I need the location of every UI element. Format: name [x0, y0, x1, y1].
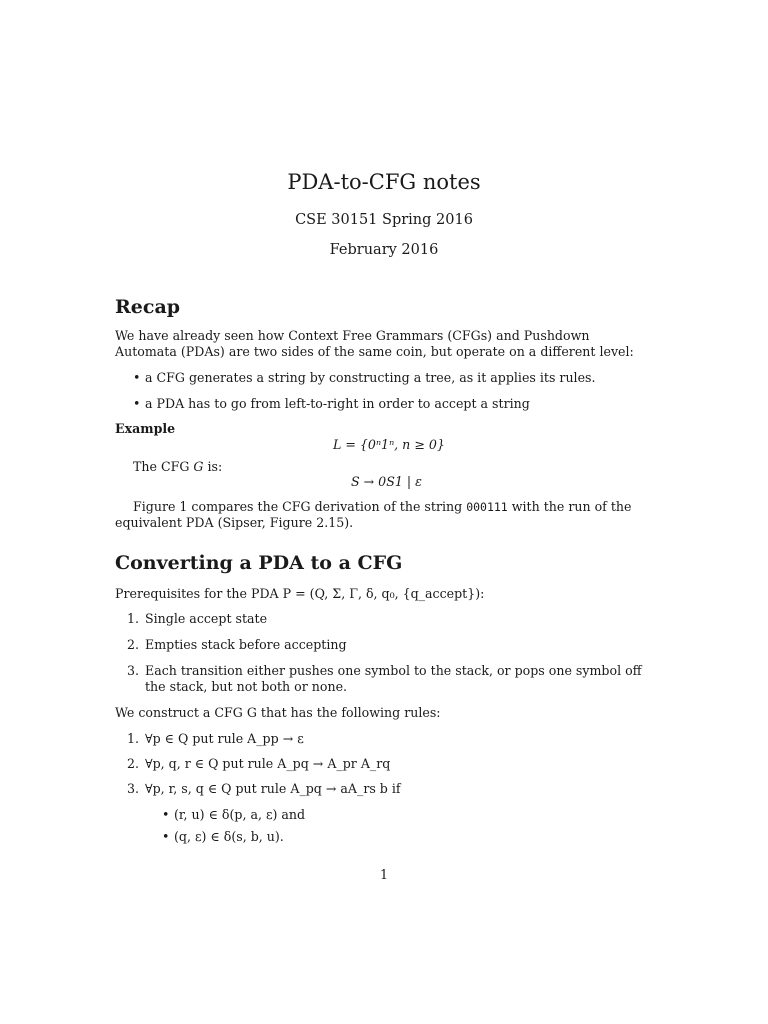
- list-item: [127, 663, 655, 695]
- list-number: 3.: [127, 663, 140, 678]
- list-item-text: Each transition either pushes one symbol to the stack, or pops one symbol off the stack, but not both or none.: [145, 663, 642, 694]
- list-item: [127, 637, 347, 652]
- list-number: 1.: [127, 611, 140, 626]
- list-item: [127, 756, 391, 771]
- cfg-symbol: G: [193, 459, 204, 474]
- paragraph-text: Figure 1 compares the CFG derivation of the string: [133, 499, 467, 514]
- list-item-text: a PDA has to go from left-to-right in order to accept a string: [145, 396, 530, 411]
- list-number: 2.: [127, 637, 140, 652]
- paragraph-text: with the run of the equivalent PDA (Sipser, Figure 2.15).: [115, 499, 632, 530]
- figure-reference-paragraph: [115, 499, 655, 531]
- prerequisites-intro: Prerequisites for the PDA P = (Q, Σ, Γ, δ, q₀, {q_accept}):: [115, 586, 485, 601]
- document-date: February 2016: [329, 242, 439, 258]
- list-item: [162, 829, 284, 844]
- bullet-marker: •: [133, 370, 141, 385]
- document-title: PDA-to-CFG notes: [287, 170, 481, 194]
- construct-intro: We construct a CFG G that has the following rules:: [115, 705, 441, 720]
- list-item-text: (q, ε) ∈ δ(s, b, u).: [174, 829, 284, 844]
- cfg-rule-equation: S → 0S1 | ε: [351, 474, 422, 489]
- list-item: [133, 396, 530, 411]
- bullet-marker: •: [162, 829, 170, 844]
- bullet-marker: •: [133, 396, 141, 411]
- list-item: [133, 370, 596, 385]
- section-heading-recap: Recap: [115, 296, 181, 318]
- list-item: [127, 781, 401, 796]
- cfg-intro-text: The CFG: [133, 459, 194, 474]
- recap-intro-paragraph: We have already seen how Context Free Grammars (CFGs) and Pushdown Automata (PDAs) are two sides of the same coin, but operate on a different level:: [115, 328, 634, 359]
- bullet-marker: •: [162, 807, 170, 822]
- list-number: 2.: [127, 756, 140, 771]
- example-label: Example: [115, 421, 176, 436]
- list-item-text: (r, u) ∈ δ(p, a, ε) and: [174, 807, 306, 822]
- list-item: [127, 611, 268, 626]
- list-number: 1.: [127, 731, 140, 746]
- list-number: 3.: [127, 781, 140, 796]
- list-item-text: a CFG generates a string by constructing a tree, as it applies its rules.: [145, 370, 596, 385]
- list-item-text: ∀p, r, s, q ∈ Q put rule A_pq → aA_rs b if: [145, 781, 401, 796]
- list-item-text: Empties stack before accepting: [145, 637, 347, 652]
- cfg-intro-text: is:: [203, 459, 223, 474]
- list-item: [127, 731, 304, 746]
- section-heading-converting: Converting a PDA to a CFG: [115, 552, 403, 574]
- list-item: [162, 807, 306, 822]
- example-string: 000111: [466, 500, 508, 514]
- list-item-text: ∀p ∈ Q put rule A_pp → ε: [145, 731, 304, 746]
- list-item-text: ∀p, q, r ∈ Q put rule A_pq → A_pr A_rq: [145, 756, 391, 771]
- document-course: CSE 30151 Spring 2016: [295, 212, 473, 228]
- cfg-intro: [133, 459, 222, 474]
- language-equation: L = {0ⁿ1ⁿ, n ≥ 0}: [333, 437, 445, 452]
- page-number: 1: [379, 867, 388, 882]
- list-item-text: Single accept state: [145, 611, 268, 626]
